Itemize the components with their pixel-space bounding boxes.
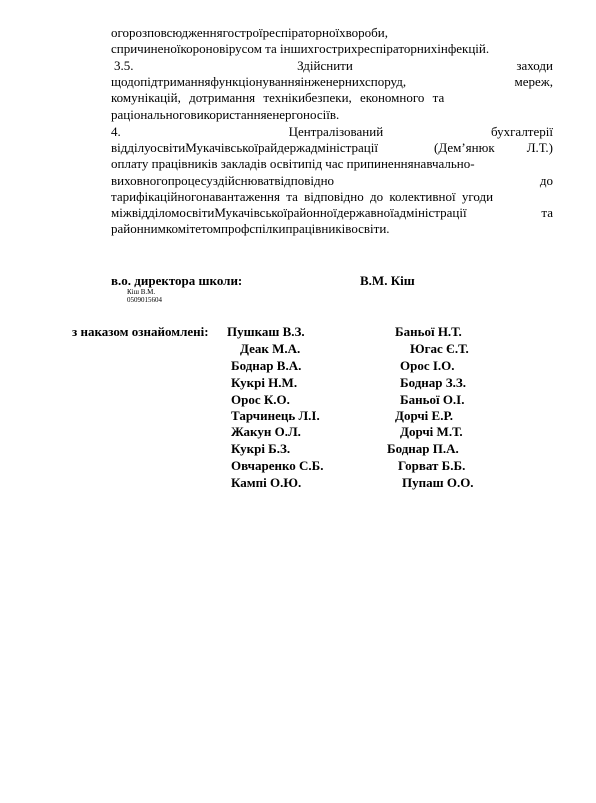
paragraph-word: виховногопроцесуздійснюватвідповідно (111, 172, 335, 188)
paragraph-line: огорозповсюдженнягостроїреспіраторноїхвороби, (111, 25, 388, 40)
paragraph-line (111, 173, 553, 189)
executor-phone: 0509015604 (127, 296, 162, 304)
paragraph-word: та (541, 205, 553, 221)
paragraph-line: оплату працівників закладів освітипід час припиненнянавчально- (111, 156, 475, 172)
signature-name: В.М. Кіш (360, 273, 415, 288)
paragraph-word: Здійснити (297, 58, 353, 73)
right-name: Орос І.О. (400, 358, 455, 373)
left-name: Деак М.А. (240, 341, 301, 356)
left-name: Овчаренко С.Б. (231, 458, 324, 473)
right-name: Баньої О.І. (400, 392, 465, 407)
right-name: Баньої Н.Т. (395, 324, 462, 339)
executor-note (127, 288, 162, 304)
paragraph-line (111, 58, 553, 74)
paragraph-word: заходи (516, 58, 553, 73)
paragraph-line: спричиненоїкороновірусом та іншихгострихреспіраторнихінфекцій. (111, 41, 490, 57)
right-name: Пупаш О.О. (402, 475, 474, 490)
paragraph-line: тарифікаційногонавантаження та відповідно до колективної угоди (111, 188, 494, 204)
left-name: Орос К.О. (231, 392, 290, 407)
paragraph-item-3-5 (111, 58, 553, 123)
paragraph-line (111, 205, 553, 221)
paragraph-word: відділуосвітиМукачівськоїрайдержадміністрації (111, 140, 378, 156)
signature-position: в.о. директора школи: (111, 273, 243, 288)
right-name: Горват Б.Б. (398, 458, 466, 473)
paragraph-line: районнимкомітетомпрофспілкипрацівниківосвіти. (111, 221, 390, 237)
item-number: 4. (111, 124, 121, 139)
right-name: Дорчі М.Т. (400, 424, 463, 439)
paragraph-word: міжвідділомосвітиМукачівськоїрайонноїдержавноїадміністрації (111, 205, 467, 221)
paragraph-word: (Дем’янюк (434, 140, 495, 156)
executor-name: Кіш В.М. (127, 288, 156, 296)
paragraph-line (111, 74, 553, 90)
left-name: Боднар В.А. (231, 358, 302, 373)
left-name: Кукрі Н.М. (231, 375, 298, 390)
left-name: Жакун О.Л. (231, 424, 301, 439)
paragraph-word: мереж, (514, 74, 553, 90)
paragraph-line (111, 140, 553, 156)
paragraph-word: щодопідтриманняфункціонуванняінженернихспоруд, (111, 74, 407, 90)
paragraph-word: бухгалтерії (490, 124, 553, 139)
right-name: Дорчі Е.Р. (395, 408, 454, 423)
familiarization-label: з наказом ознайомлені: (72, 324, 209, 339)
left-name: Пушкаш В.З. (227, 324, 305, 339)
paragraph-line: комунікацій, дотримання технікибезпеки, економного та (111, 90, 445, 106)
left-name: Тарчинець Л.І. (231, 408, 320, 423)
paragraph-line (111, 124, 553, 140)
left-name: Кампі О.Ю. (231, 475, 302, 490)
paragraph-word: до (539, 172, 553, 188)
right-name: Боднар П.А. (387, 441, 459, 456)
paragraph-continuation (111, 25, 553, 57)
item-number: 3.5. (114, 58, 134, 73)
paragraph-item-4 (111, 124, 553, 237)
right-name: Югас Є.Т. (410, 341, 469, 356)
left-name: Кукрі Б.З. (231, 441, 291, 456)
paragraph-word: Л.Т.) (526, 140, 553, 156)
right-name: Боднар З.З. (400, 375, 466, 390)
paragraph-line: раціональноговикористанняенергоносіїв. (111, 106, 340, 122)
paragraph-word: Централізований (288, 124, 384, 139)
